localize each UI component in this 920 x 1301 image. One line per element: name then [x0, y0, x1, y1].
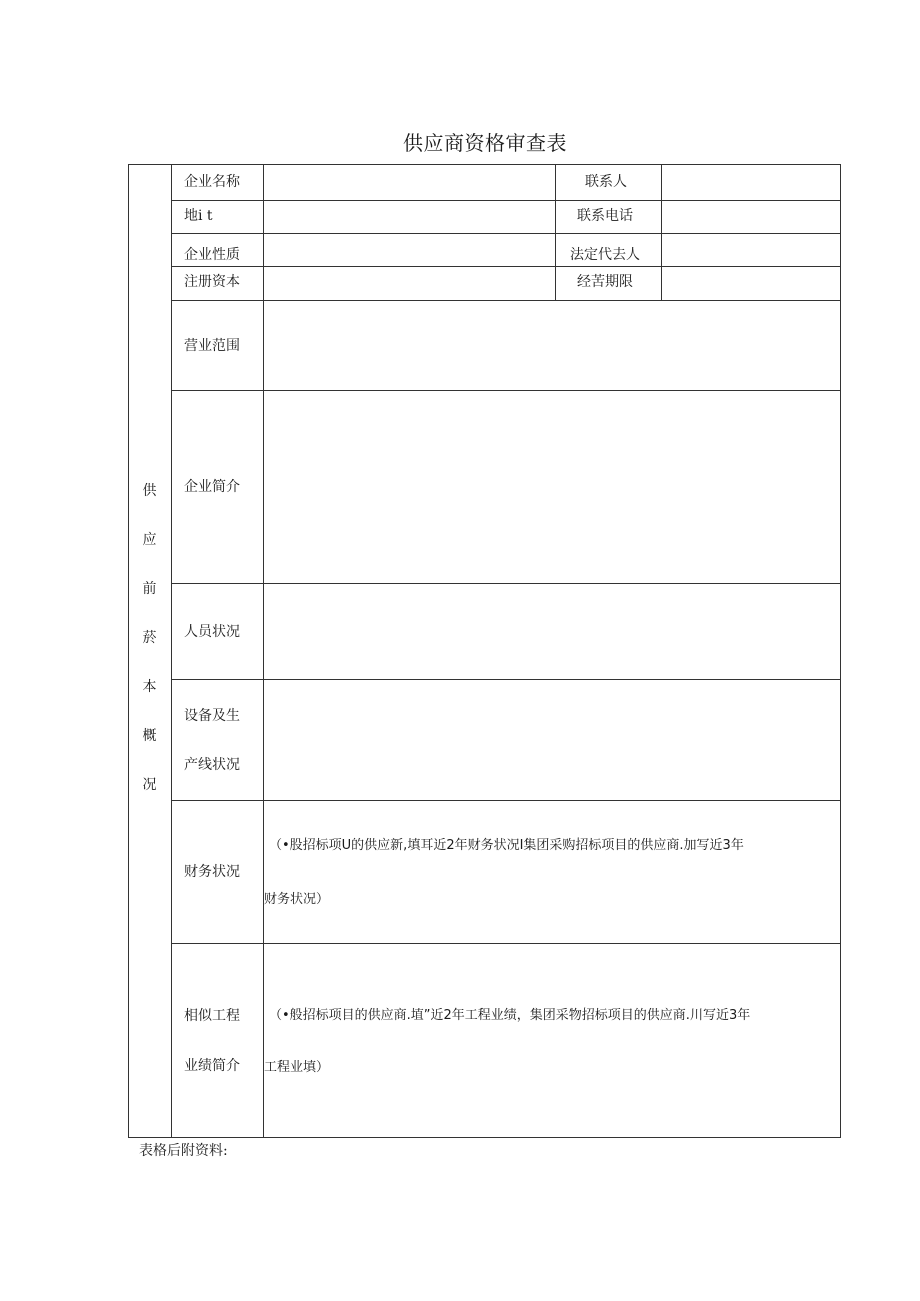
similar-projects-label-line1: 相似工程: [184, 1008, 240, 1024]
address-label: 地i t: [184, 208, 213, 224]
qualification-form: [128, 164, 841, 1138]
contact-person-label: 联系人: [585, 174, 627, 190]
contact-phone-label: 联系电话: [577, 208, 633, 224]
equipment-label-line2: 产线状况: [184, 757, 240, 773]
finance-note-line1: （•股招标项U的供应新,填耳近2年财务状况I集团采购招标项目的供应商.加写近3年: [269, 838, 744, 853]
border-top: [128, 164, 841, 165]
row-divider: [171, 943, 841, 944]
border-bottom: [128, 1137, 841, 1138]
similar-projects-note-line1: （•般招标项目的供应商.埴”近2年工程业绩，集团采物招标项目的供应商.川写近3年: [269, 1008, 751, 1023]
similar-projects-label-line2: 业绩简介: [184, 1058, 240, 1074]
side-label-char: 前: [142, 581, 157, 597]
business-term-label: 经苦期限: [577, 274, 633, 290]
row-divider: [171, 266, 841, 267]
row-divider: [171, 583, 841, 584]
side-label-char: 应: [142, 532, 157, 548]
border-right: [840, 164, 841, 1138]
registered-capital-label: 注册资本: [184, 274, 240, 290]
similar-projects-note-line2: 工程业填）: [264, 1060, 330, 1075]
label-divider: [263, 164, 264, 1138]
page-title: 供应商资格审查表: [403, 131, 567, 155]
side-label-char: 菸: [142, 630, 157, 646]
company-intro-label: 企业简介: [184, 479, 240, 495]
side-label-char: 供: [142, 483, 157, 499]
staff-status-label: 人员状况: [184, 624, 240, 640]
row-divider: [171, 300, 841, 301]
legal-representative-label: 法定代去人: [570, 247, 640, 263]
right-label-divider-right: [661, 164, 662, 300]
side-divider: [171, 164, 172, 1138]
row-divider: [171, 233, 841, 234]
right-label-divider-left: [555, 164, 556, 300]
company-name-label: 企业名称: [184, 174, 240, 190]
attachments-note: 表格后附资料:: [139, 1143, 228, 1159]
company-nature-label: 企业性质: [184, 247, 240, 263]
row-divider: [171, 390, 841, 391]
row-divider: [171, 679, 841, 680]
finance-note-line2: 财务状况）: [264, 892, 330, 907]
side-label-char: 概: [142, 728, 157, 744]
row-divider: [171, 200, 841, 201]
equipment-label-line1: 设备及生: [184, 708, 240, 724]
row-divider: [171, 800, 841, 801]
business-scope-label: 营业范围: [184, 338, 240, 354]
side-label-basic-info: [128, 164, 171, 1138]
side-label-char: 况: [142, 777, 157, 793]
finance-label: 财务状况: [184, 864, 240, 880]
side-label-char: 本: [142, 679, 157, 695]
